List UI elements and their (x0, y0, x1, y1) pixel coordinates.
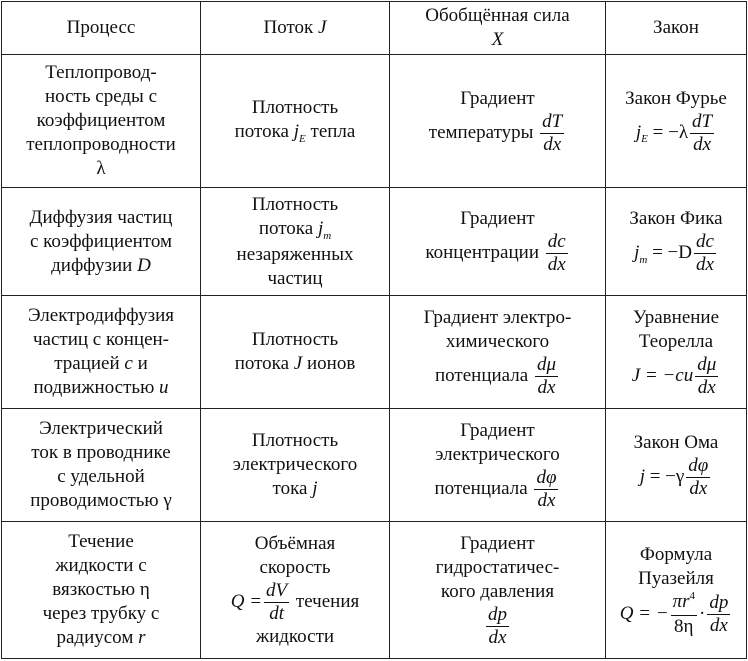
transport-laws-table (1, 1, 747, 659)
fraction: $\frac{dc}{dx}$ (695, 231, 714, 275)
cell-force: Градиент температуры $\frac{dT}{dx}$ (390, 55, 606, 188)
fraction: $\frac{dT}{dx}$ (542, 110, 563, 155)
cell-force: Градиент гидростатичес- кого давления $\frac{dp}{dx}$ (390, 522, 606, 659)
table-row (2, 55, 747, 188)
cell-flux: Плотность потока $j_m$ незаряженных частиц (201, 188, 390, 296)
cell-law: Закон Фурье $j_E = -\lambda$ $\frac{dT}{dx}$ (606, 55, 747, 188)
header-row (2, 2, 747, 55)
table-row (2, 188, 747, 296)
fraction: $\frac{dV}{dt}$ (266, 579, 288, 624)
cell-force: Градиент электро- химического потенциала $\frac{d\mu}{dx}$ (390, 296, 606, 409)
cell-law: Формула Пуазейля Q = − $\frac{\pi r^4}{8\eta}$ · $\frac{dp}{dx}$ (606, 522, 747, 659)
fraction: $\frac{dp}{dx}$ (488, 603, 507, 648)
cell-force: Градиент электрического потенциала $\frac{d\varphi}{dx}$ (390, 409, 606, 522)
table-row (2, 409, 747, 522)
fraction: $\frac{dT}{dx}$ (692, 110, 713, 155)
cell-flux: Плотность электрического тока j (201, 409, 390, 522)
cell-flux: Объёмная скорость Q = $\frac{dV}{dt}$ течения жидкости (201, 522, 390, 659)
fraction: $\frac{d\varphi}{dx}$ (688, 454, 709, 499)
header-law: Закон (606, 2, 747, 55)
header-flux: Поток J (201, 2, 390, 55)
table-row (2, 296, 747, 409)
cell-law: Уравнение Теорелла J = −cu $\frac{d\mu}{dx}$ (606, 296, 747, 409)
cell-process: Теплопровод- ность среды с коэффициентом теплопроводности λ (2, 55, 201, 188)
fraction: $\frac{d\mu}{dx}$ (536, 353, 556, 398)
cell-process: Электрический ток в проводнике с удельной проводимостью γ (2, 409, 201, 522)
cell-flux: Плотность потока $j_E$ тепла (201, 55, 390, 188)
fraction: $\frac{d\varphi}{dx}$ (536, 466, 557, 511)
table-row (2, 522, 747, 659)
fraction: $\frac{dc}{dx}$ (547, 231, 566, 275)
cell-law: Закон Фика $j_m = -D$ $\frac{dc}{dx}$ (606, 188, 747, 296)
cell-process: Течение жидкости с вязкостью η через трубку с радиусом r (2, 522, 201, 659)
header-force: Обобщённая сила X (390, 2, 606, 55)
cell-process: Электродиффузия частиц с концен- трацией c и подвижностью u (2, 296, 201, 409)
cell-force: Градиент концентрации $\frac{dc}{dx}$ (390, 188, 606, 296)
cell-law: Закон Ома j = −γ $\frac{d\varphi}{dx}$ (606, 409, 747, 522)
fraction: $\frac{\pi r^4}{8\eta}$ (672, 589, 695, 637)
cell-process: Диффузия частиц с коэффициентом диффузии D (2, 188, 201, 296)
cell-flux: Плотность потока J ионов (201, 296, 390, 409)
fraction: $\frac{d\mu}{dx}$ (697, 353, 717, 398)
fraction: $\frac{dp}{dx}$ (709, 591, 729, 636)
header-process: Процесс (2, 2, 201, 55)
